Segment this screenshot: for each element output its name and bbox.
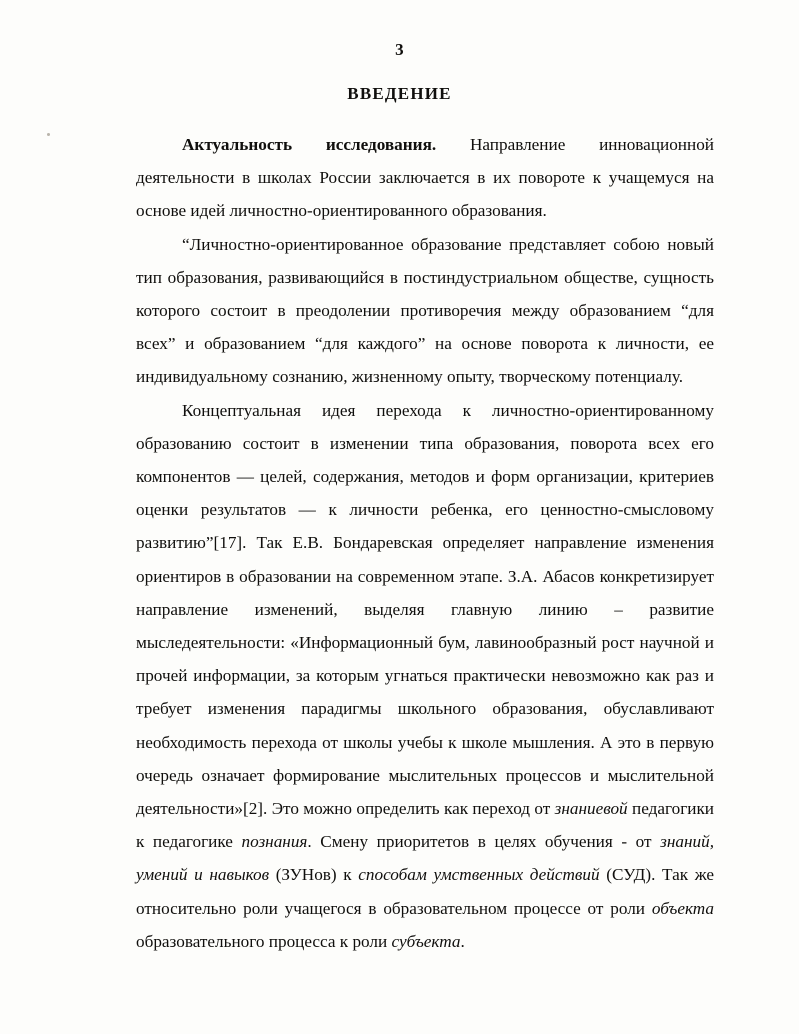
emphasis-subyekta: субъекта [391,931,461,951]
paragraph-conceptual-text: Концептуальная идея перехода к личностно-ориентированному образованию состоит в изменении типа образования, поворота всех его компонентов — целей, содержания, методов и форм организации, критериев оценки результатов — к личности ребенка, его ценностно-смысловому развитию”[17]. Так Е.В. Бондаревская определяет направление изменения ориентиров в образовании на современном этапе. З.А. Абасов конкретизирует направление изменений, выделяя главную линию – развитие мыследеятельности: «Информационный бум, лавинообразный рост научной и прочей информации, за которым угнаться практически невозможно как раз и требует изменения парадигмы школьного образования, обуславливают необходимость перехода от школы учебы к школе мышления. А это в первую очередь означает формирование мыслительных процессов и мыслительной деятельности»[2]. Это можно определить как переход от [136,400,714,819]
emphasis-znaniy-umeniy-navykov: знаний, умений и навыков [136,832,714,885]
paragraph-actuality-text: Направление инновационной деятельности в школах России заключается в их повороте к учащемуся на основе идей личностно-ориентированного образования. [136,135,714,221]
paragraph-lead-bold: Актуальность исследования. [182,135,437,154]
emphasis-obyekta: объекта [651,898,714,918]
paragraph-mid-4: (СУД). Так же относительно роли учащегося в образовательном процессе от роли [136,865,714,918]
paragraph-mid-2: . Смену приоритетов в целях обучения - от [307,832,661,852]
paragraph-conceptual-idea [136,394,714,958]
paragraph-actuality [136,128,714,228]
paragraph-tail: . [460,931,465,951]
page-title: ВВЕДЕНИЕ [347,84,452,103]
paragraph-quote-definition [136,228,714,394]
scan-artifact-dot [47,133,50,136]
document-body [136,128,714,958]
paragraph-quote-definition-text: “Личностно-ориентированное образование представляет собою новый тип образования, развивающийся в постиндустриальном обществе, сущность которого состоит в преодолении противоречия между образованием “для всех” и образованием “для каждого” на основе поворота к личности, ее индивидуальному сознанию, жизненному опыту, творческому потенциалу. [136,234,714,387]
paragraph-mid-1: педагогики к педагогике [136,799,715,852]
emphasis-znanievoy: знаниевой [554,799,628,819]
emphasis-poznaniya: познания [241,832,308,852]
page-number: 3 [395,40,404,59]
emphasis-sposobam-umstvennyh-deystviy: способам умственных действий [358,865,600,885]
paragraph-mid-3: (ЗУНов) к [269,865,359,885]
paragraph-mid-5: образовательного процесса к роли [136,931,392,951]
